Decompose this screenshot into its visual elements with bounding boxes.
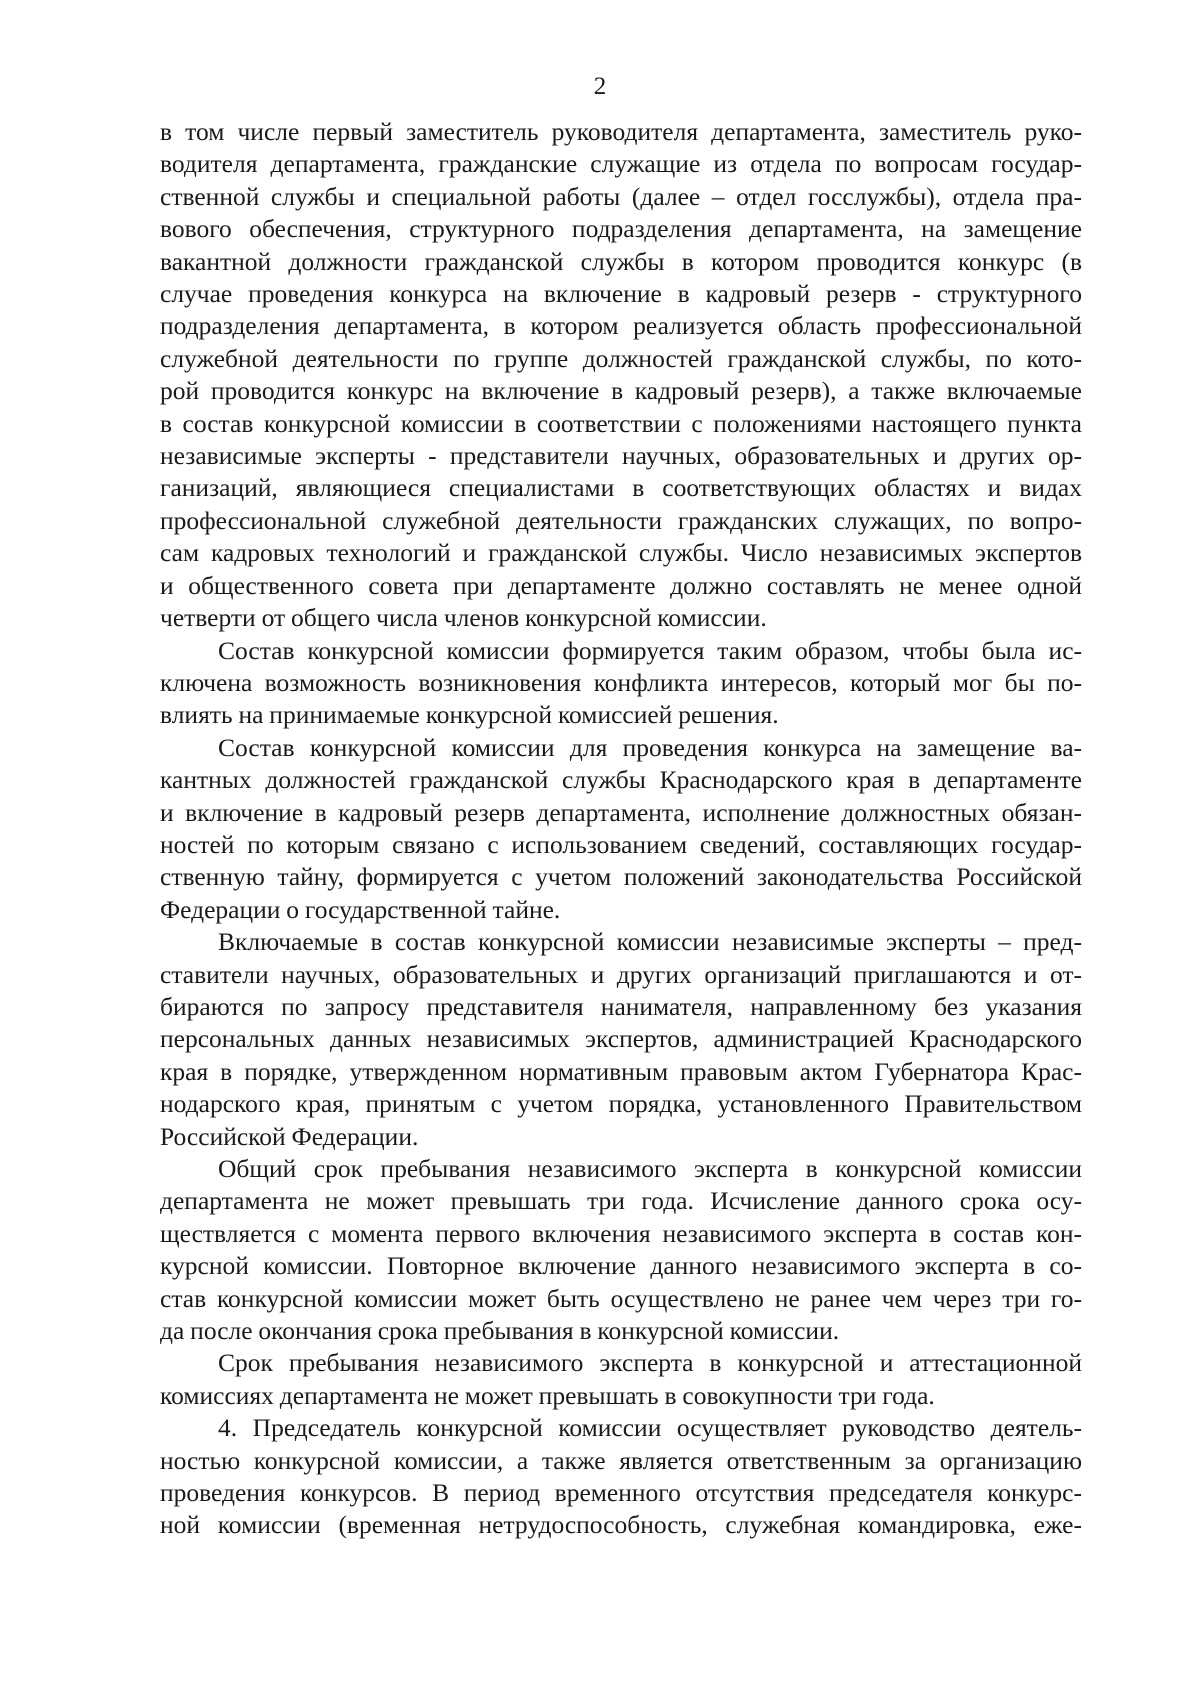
text-line: проведения конкурсов. В период временного отсутствия председателя конкурс- [160, 1478, 1082, 1508]
text-line: служебной деятельности по группе должностей гражданской службы, по кото- [160, 343, 1082, 373]
text-line: Состав конкурсной комиссии для проведения конкурса на замещение ва- [218, 732, 1082, 762]
text-line: четверти от общего числа членов конкурсной комиссии. [160, 603, 767, 633]
text-line: вакантной должности гражданской службы в котором проводится конкурс (в [160, 246, 1082, 276]
text-line: ставители научных, образовательных и других организаций приглашаются и от- [160, 959, 1082, 989]
text-line: курсной комиссии. Повторное включение данного независимого эксперта в со- [160, 1251, 1082, 1281]
paragraph [160, 116, 1082, 635]
text-line: Общий срок пребывания независимого эксперта в конкурсной комиссии [218, 1154, 1082, 1183]
text-line: независимые эксперты - представители научных, образовательных и других ор- [160, 441, 1082, 471]
paragraph [160, 1153, 1082, 1347]
text-line: и общественного совета при департаменте должно составлять не менее одной [160, 570, 1082, 600]
text-line: ственной службы и специальной работы (далее – отдел госслужбы), отдела пра- [160, 181, 1082, 211]
text-line: края в порядке, утвержденном нормативным правовым актом Губернатора Крас- [160, 1056, 1082, 1086]
text-line: Состав конкурсной комиссии формируется таким образом, чтобы была ис- [218, 635, 1082, 665]
document-body [160, 116, 1082, 1542]
text-line: персональных данных независимых экспертов, администрацией Краснодарского [160, 1024, 1082, 1054]
text-line: случае проведения конкурса на включение в кадровый резерв - структурного [160, 279, 1082, 309]
paragraph [160, 635, 1082, 732]
text-line: подразделения департамента, в котором реализуется область профессиональной [160, 311, 1082, 341]
text-line: ностей по которым связано с использованием сведений, составляющих государ- [160, 829, 1082, 859]
paragraph [160, 1412, 1082, 1542]
text-line: Срок пребывания независимого эксперта в конкурсной и аттестационной [218, 1348, 1082, 1378]
page-number: 2 [593, 73, 607, 100]
text-line: 4. Председатель конкурсной комиссии осуществляет руководство деятель- [218, 1413, 1082, 1443]
paragraph [160, 732, 1082, 926]
text-line: профессиональной служебной деятельности гражданских служащих, по вопро- [160, 505, 1082, 535]
text-line: ственную тайну, формируется с учетом положений законодательства Российской [160, 862, 1082, 892]
text-line: кантных должностей гражданской службы Краснодарского края в департаменте [160, 765, 1082, 795]
text-line: и включение в кадровый резерв департамента, исполнение должностных обязан- [160, 797, 1082, 827]
text-line: Включаемые в состав конкурсной комиссии независимые эксперты – пред- [218, 927, 1082, 957]
text-line: став конкурсной комиссии может быть осуществлено не ранее чем через три го- [160, 1283, 1082, 1313]
text-line: в том числе первый заместитель руководителя департамента, заместитель руко- [160, 117, 1082, 146]
text-line: департамента не может превышать три года. Исчисление данного срока осу- [160, 1186, 1082, 1216]
text-line: водителя департамента, гражданские служащие из отдела по вопросам государ- [160, 149, 1082, 179]
text-line: ганизаций, являющиеся специалистами в соответствующих областях и видах [160, 473, 1082, 503]
text-line: сам кадровых технологий и гражданской службы. Число независимых экспертов [160, 538, 1082, 568]
text-line: нодарского края, принятым с учетом порядка, установленного Правительством [160, 1089, 1082, 1119]
text-line: в состав конкурсной комиссии в соответствии с положениями настоящего пункта [160, 408, 1082, 438]
text-line: вового обеспечения, структурного подразделения департамента, на замещение [160, 214, 1082, 244]
text-line: ной комиссии (временная нетрудоспособность, служебная командировка, еже- [160, 1510, 1082, 1540]
paragraph [160, 1347, 1082, 1412]
text-line: ключена возможность возникновения конфликта интересов, который мог бы по- [160, 667, 1082, 697]
text-line: Федерации о государственной тайне. [160, 894, 561, 924]
text-line: Российской Федерации. [160, 1121, 419, 1151]
paragraph [160, 926, 1082, 1153]
text-line: рой проводится конкурс на включение в кадровый резерв), а также включаемые [160, 376, 1082, 406]
text-line: ностью конкурсной комиссии, а также является ответственным за организацию [160, 1445, 1082, 1475]
text-line: комиссиях департамента не может превышать в совокупности три года. [160, 1380, 935, 1410]
text-line: влиять на принимаемые конкурсной комиссией решения. [160, 700, 779, 730]
text-line: бираются по запросу представителя нанимателя, направленному без указания [160, 991, 1082, 1021]
text-line: да после окончания срока пребывания в конкурсной комиссии. [160, 1316, 840, 1346]
text-line: ществляется с момента первого включения независимого эксперта в состав кон- [160, 1218, 1082, 1248]
